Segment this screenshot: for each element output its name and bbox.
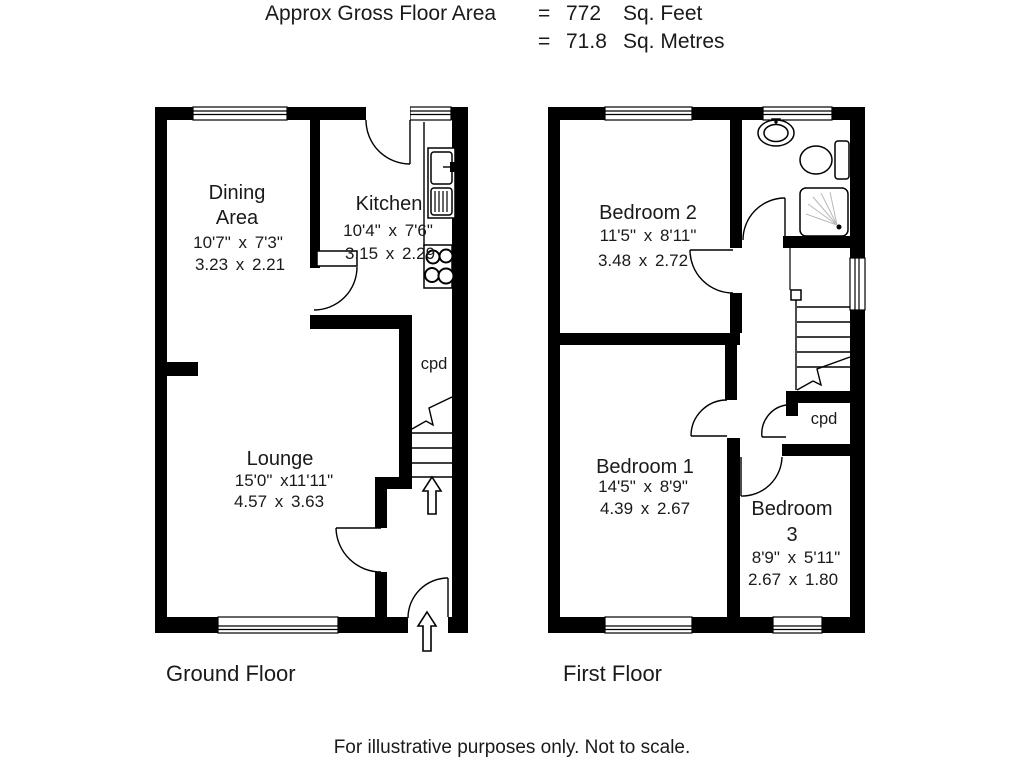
window bbox=[193, 107, 287, 120]
lounge-imperial: 15'0" x11'11" bbox=[234, 471, 334, 490]
dining-area-label: Dining bbox=[208, 182, 266, 204]
bedroom1-metric: 4.39 x 2.67 bbox=[599, 499, 691, 518]
wall bbox=[155, 362, 198, 376]
wash-basin-icon bbox=[758, 119, 794, 146]
gross-floor-area-label: Approx Gross Floor Area bbox=[265, 2, 497, 25]
bedroom3-label: 3 bbox=[786, 524, 798, 546]
bedroom3-imperial: 8'9" x 5'11" bbox=[751, 548, 841, 567]
cupboard-label: cpd bbox=[810, 410, 838, 428]
window bbox=[605, 617, 692, 633]
staircase-icon bbox=[412, 397, 452, 477]
wall bbox=[375, 572, 387, 617]
wall bbox=[310, 315, 403, 329]
wall bbox=[310, 120, 320, 268]
ground-floor-caption: Ground Floor bbox=[166, 661, 296, 686]
area-feet-value: 772 bbox=[566, 2, 602, 25]
wall bbox=[730, 120, 742, 248]
bedroom2-label: Bedroom 2 bbox=[599, 202, 697, 224]
area-feet-unit: Sq. Feet bbox=[623, 2, 703, 25]
wall bbox=[783, 236, 850, 248]
first-floor-plan bbox=[548, 107, 865, 633]
dining-metric: 3.23 x 2.21 bbox=[194, 255, 286, 274]
window bbox=[773, 617, 822, 633]
bedroom2-metric: 3.48 x 2.72 bbox=[597, 251, 689, 270]
wall bbox=[782, 444, 850, 456]
wall bbox=[730, 293, 742, 333]
wall bbox=[786, 391, 850, 403]
shower-icon bbox=[800, 188, 848, 236]
wall bbox=[375, 477, 412, 489]
door bbox=[741, 457, 782, 496]
bedroom1-label: Bedroom 1 bbox=[596, 456, 694, 478]
kitchen-label: Kitchen bbox=[355, 193, 423, 215]
door bbox=[336, 528, 381, 572]
door bbox=[691, 400, 727, 436]
window bbox=[605, 107, 692, 120]
wall bbox=[786, 403, 798, 416]
lounge-metric: 4.57 x 3.63 bbox=[233, 492, 325, 511]
door bbox=[690, 250, 733, 293]
wall bbox=[850, 107, 865, 633]
cupboard-label: cpd bbox=[420, 355, 448, 373]
equals-sign: = bbox=[538, 2, 551, 25]
staircase-icon bbox=[790, 248, 850, 390]
wall bbox=[375, 489, 387, 528]
dining-area-label: Area bbox=[215, 207, 259, 229]
disclaimer-text: For illustrative purposes only. Not to scale. bbox=[333, 737, 691, 758]
wall bbox=[548, 107, 560, 633]
wall bbox=[399, 315, 412, 489]
wall bbox=[725, 345, 737, 400]
wall bbox=[727, 438, 740, 617]
dining-imperial: 10'7" x 7'3" bbox=[193, 233, 283, 252]
first-floor-caption: First Floor bbox=[563, 661, 662, 686]
wall bbox=[560, 333, 740, 345]
kitchen-imperial: 10'4" x 7'6" bbox=[343, 221, 433, 240]
door bbox=[408, 578, 448, 618]
toilet-icon bbox=[800, 141, 849, 179]
bedroom2-imperial: 11'5" x 8'11" bbox=[599, 226, 697, 245]
bedroom3-label: Bedroom bbox=[751, 498, 833, 520]
equals-sign: = bbox=[538, 30, 551, 53]
ground-floor-plan bbox=[155, 106, 468, 651]
window bbox=[850, 258, 865, 310]
area-metres-value: 71.8 bbox=[566, 30, 607, 53]
lounge-label: Lounge bbox=[246, 448, 314, 470]
bedroom1-imperial: 14'5" x 8'9" bbox=[598, 477, 688, 496]
door bbox=[366, 120, 410, 164]
back-door-opening bbox=[366, 106, 410, 121]
area-metres-unit: Sq. Metres bbox=[623, 30, 725, 53]
kitchen-metric: 3.15 x 2.29 bbox=[344, 244, 436, 263]
door bbox=[762, 405, 786, 437]
window bbox=[410, 107, 451, 120]
up-arrow-icon bbox=[423, 477, 441, 514]
door bbox=[743, 198, 785, 240]
window bbox=[218, 617, 338, 633]
bedroom3-metric: 2.67 x 1.80 bbox=[747, 570, 839, 589]
window bbox=[763, 107, 832, 120]
kitchen-sink-icon bbox=[428, 148, 456, 218]
